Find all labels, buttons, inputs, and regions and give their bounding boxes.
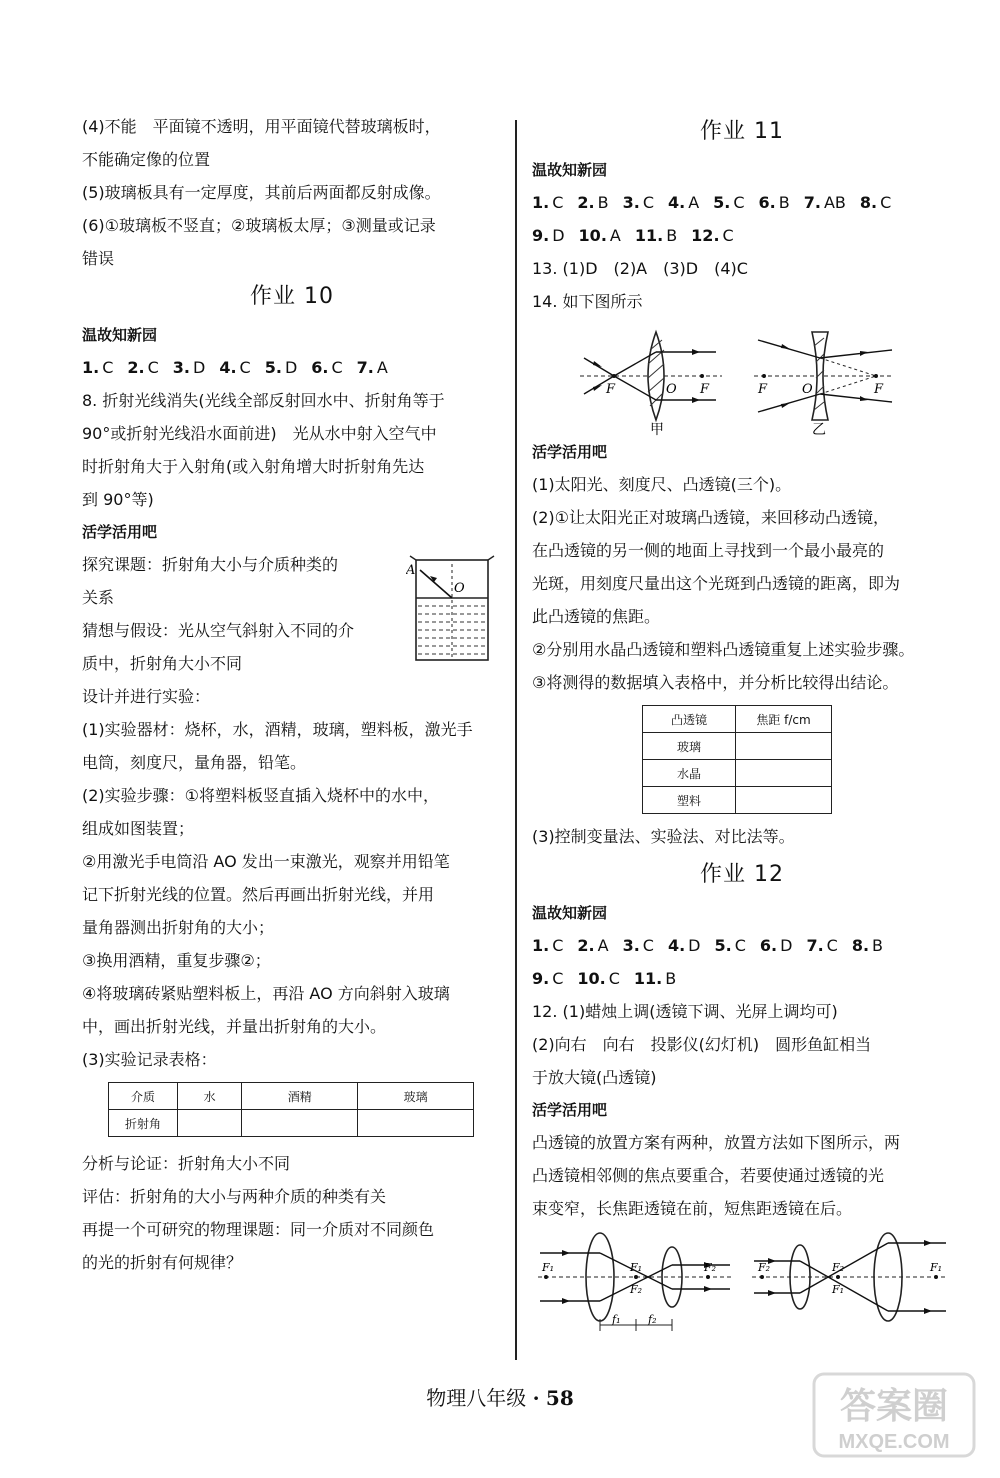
answer-item: 12. C: [691, 226, 734, 245]
answer-item: 5. C: [714, 936, 746, 955]
text-line: 关系: [82, 588, 115, 607]
answer-item: 9. C: [532, 969, 564, 988]
table-cell: [178, 1110, 242, 1137]
label-o: O: [802, 382, 813, 397]
table-header: 凸透镜: [643, 706, 736, 733]
medium-table: [108, 1082, 474, 1137]
text-line: 14. 如下图所示: [532, 292, 643, 311]
text-line: 评估：折射角的大小与两种介质的种类有关: [82, 1187, 387, 1206]
text-line: ④将玻璃砖紧贴塑料板上，再沿 AO 方向斜射入玻璃: [82, 984, 450, 1003]
hw10-answers: [82, 351, 502, 384]
answer-item: 10. A: [578, 226, 621, 245]
text-line: 不能确定像的位置: [82, 150, 211, 169]
answer-item: 5. C: [713, 193, 745, 212]
table-header: 酒精: [242, 1083, 358, 1110]
answer-item: 2. B: [577, 193, 609, 212]
label-len2: f₂: [648, 1313, 657, 1326]
label-o: O: [454, 581, 465, 596]
table-cell: 塑料: [643, 787, 736, 814]
hw12-apply-title: 活学活用吧: [532, 1101, 608, 1119]
text-line: 分析与论证：折射角大小不同: [82, 1154, 291, 1173]
answer-item: 6. B: [758, 193, 790, 212]
text-line: 于放大镜(凸透镜): [532, 1068, 657, 1087]
text-line: 再提一个可研究的物理课题：同一介质对不同颜色: [82, 1220, 435, 1239]
hw11-title: 作业 11: [700, 119, 784, 144]
label-len1: f₁: [612, 1313, 621, 1326]
answer-item: 1. C: [82, 358, 114, 377]
answer-item: 6. C: [311, 358, 343, 377]
label-f1: F₁: [542, 1261, 555, 1274]
text-line: (4)不能 平面镜不透明，用平面镜代替玻璃板时，: [82, 117, 441, 136]
table-cell: 水晶: [643, 760, 736, 787]
label-f1: F₁: [630, 1261, 643, 1274]
answer-item: 4. A: [667, 193, 700, 212]
text-line: ③换用酒精，重复步骤②；: [82, 951, 271, 970]
text-line: 记下折射光线的位置。然后再画出折射光线，并用: [82, 885, 435, 904]
text-line: 质中，折射角大小不同: [82, 654, 243, 673]
label-f: F: [606, 382, 616, 397]
text-line: (2)①让太阳光正对玻璃凸透镜，来回移动凸透镜，: [532, 508, 890, 527]
footer-subject: 物理八年级: [426, 1386, 527, 1410]
hw11-review-title: 温故知新园: [532, 161, 608, 179]
answer-item: 3. C: [622, 193, 654, 212]
text-line: 束变窄，长焦距透镜在前，短焦距透镜在后。: [532, 1199, 853, 1218]
hw12-answers-row2: [532, 962, 952, 995]
right-column: [532, 110, 952, 1335]
table-header: 水: [178, 1083, 242, 1110]
answer-item: 1. C: [532, 936, 564, 955]
table-cell: [358, 1110, 474, 1137]
text-line: 此凸透镜的焦距。: [532, 607, 661, 626]
lens-figure-11: [532, 318, 952, 436]
label-f2: F₂: [704, 1261, 717, 1274]
answer-item: 4. D: [667, 936, 701, 955]
label-f: F: [874, 382, 884, 397]
lens-pair-figure: [532, 1231, 952, 1335]
text-line: 电筒，刻度尺，量角器，铅笔。: [82, 753, 307, 772]
text-line: (3)实验记录表格：: [82, 1050, 217, 1069]
answer-item: 11. B: [634, 226, 678, 245]
table-cell: 玻璃: [643, 733, 736, 760]
answer-item: 6. D: [759, 936, 793, 955]
label-f2: F₂: [758, 1261, 771, 1274]
table-cell: [736, 787, 832, 814]
table-cell: [736, 760, 832, 787]
footer-dot: ·: [532, 1386, 540, 1410]
text-line: (1)太阳光、刻度尺、凸透镜(三个)。: [532, 475, 792, 494]
text-line: (3)控制变量法、实验法、对比法等。: [532, 827, 795, 846]
answer-item: 4. C: [219, 358, 251, 377]
hw10-review-title: 温故知新园: [82, 326, 158, 344]
text-line: ③将测得的数据填入表格中，并分析比较得出结论。: [532, 673, 899, 692]
text-line: 探究课题：折射角大小与介质种类的: [82, 555, 339, 574]
label-f: F: [758, 382, 768, 397]
text-line: (2)向右 向右 投影仪(幻灯机) 圆形鱼缸相当: [532, 1035, 872, 1054]
answer-item: 11. B: [633, 969, 677, 988]
label-o: O: [666, 382, 677, 397]
label-f2: F₂: [630, 1283, 643, 1296]
text-line: 猜想与假设：光从空气斜射入不同的介: [82, 621, 355, 640]
text-line: 凸透镜的放置方案有两种，放置方法如下图所示，两: [532, 1133, 901, 1152]
hw10-apply-title: 活学活用吧: [82, 523, 158, 541]
answer-item: 10. C: [577, 969, 620, 988]
text-line: ②用激光手电筒沿 AO 发出一束激光，观察并用铅笔: [82, 852, 450, 871]
hw10-title: 作业 10: [250, 284, 334, 309]
text-line: 错误: [82, 249, 115, 268]
answer-item: 2. C: [127, 358, 159, 377]
text-line: 光斑，用刻度尺量出这个光斑到凸透镜的距离，即为: [532, 574, 901, 593]
hw11-apply-title: 活学活用吧: [532, 443, 608, 461]
table-cell: [736, 733, 832, 760]
text-line: 到 90°等): [82, 490, 154, 509]
text-line: (6)①玻璃板不竖直；②玻璃板太厚；③测量或记录: [82, 216, 436, 235]
label-f1: F₁: [832, 1283, 845, 1296]
label-f2: F₂: [832, 1261, 845, 1274]
table-header: 焦距 f/cm: [736, 706, 832, 733]
text-line: 在凸透镜的另一侧的地面上寻找到一个最小最亮的: [532, 541, 885, 560]
answer-item: 1. C: [532, 193, 564, 212]
answer-item: 7. AB: [803, 193, 846, 212]
text-line: 中，画出折射光线，并量出折射角的大小。: [82, 1017, 387, 1036]
answer-item: 7. C: [806, 936, 838, 955]
text-line: 组成如图装置；: [82, 819, 195, 838]
text-line: 13. (1)D (2)A (3)D (4)C: [532, 259, 748, 278]
column-divider: [515, 120, 517, 1360]
label-yi: 乙: [812, 422, 826, 436]
answer-item: 5. D: [264, 358, 298, 377]
label-jia: 甲: [650, 422, 664, 436]
text-line: 时折射角大于入射角(或入射角增大时折射角先达: [82, 457, 425, 476]
answer-item: 2. A: [577, 936, 609, 955]
beaker-figure: [406, 554, 498, 664]
label-f: F: [700, 382, 710, 397]
answer-item: 3. C: [622, 936, 654, 955]
text-line: (2)实验步骤：①将塑料板竖直插入烧杯中的水中，: [82, 786, 440, 805]
focal-table: [642, 705, 832, 814]
hw11-answers-row1: [532, 186, 952, 219]
hw12-title: 作业 12: [700, 862, 784, 887]
watermark-bottom: MXQE.COM: [838, 1431, 950, 1453]
table-cell: 折射角: [109, 1110, 178, 1137]
text-line: 8. 折射光线消失(光线全部反射回水中、折射角等于: [82, 391, 445, 410]
hw12-answers-row1: [532, 929, 952, 962]
table-header: 玻璃: [358, 1083, 474, 1110]
table-cell: [242, 1110, 358, 1137]
watermark-top: 答案圈: [839, 1385, 949, 1426]
text-line: (5)玻璃板具有一定厚度，其前后两面都反射成像。: [82, 183, 441, 202]
text-line: ②分别用水晶凸透镜和塑料凸透镜重复上述实验步骤。: [532, 640, 915, 659]
answer-item: 3. D: [172, 358, 206, 377]
text-line: 的光的折射有何规律？: [82, 1253, 243, 1272]
watermark-logo: [810, 1370, 978, 1460]
text-line: 量角器测出折射角的大小；: [82, 918, 275, 937]
label-f1: F₁: [930, 1261, 943, 1274]
answer-item: 9. D: [532, 226, 565, 245]
answer-item: 8. C: [859, 193, 892, 212]
text-line: 设计并进行实验：: [82, 687, 211, 706]
left-column: [82, 110, 502, 1279]
text-line: 凸透镜相邻侧的焦点要重合，若要使通过透镜的光: [532, 1166, 885, 1185]
page-number: 58: [545, 1386, 574, 1410]
text-line: (1)实验器材：烧杯，水，酒精，玻璃，塑料板，激光手: [82, 720, 473, 739]
table-header: 介质: [109, 1083, 178, 1110]
hw12-review-title: 温故知新园: [532, 904, 608, 922]
text-line: 12. (1)蜡烛上调(透镜下调、光屏上调均可): [532, 1002, 838, 1021]
hw11-answers-row2: [532, 219, 952, 252]
answer-item: 7. A: [356, 358, 388, 377]
label-a: A: [406, 563, 416, 578]
answer-item: 8. B: [851, 936, 884, 955]
text-line: 90°或折射光线沿水面前进) 光从水中射入空气中: [82, 424, 437, 443]
experiment-block: [82, 548, 502, 680]
